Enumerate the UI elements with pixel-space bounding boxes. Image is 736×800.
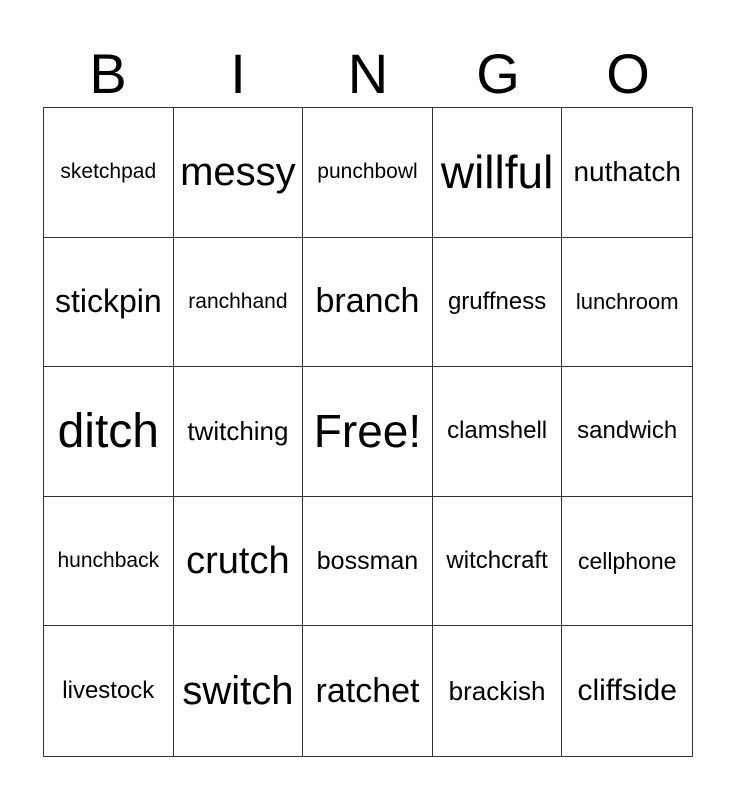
bingo-cell[interactable] xyxy=(44,497,174,627)
cell-word: cellphone xyxy=(577,547,677,574)
bingo-cell[interactable] xyxy=(174,626,304,756)
bingo-cell[interactable] xyxy=(562,626,692,756)
bingo-cell[interactable] xyxy=(433,367,563,497)
bingo-cell[interactable] xyxy=(44,108,174,238)
cell-word: messy xyxy=(180,149,296,194)
cell-word: hunchback xyxy=(57,549,160,573)
cell-word: gruffness xyxy=(447,287,547,315)
cell-word: switch xyxy=(182,668,294,713)
header-letter-i: I xyxy=(230,42,246,105)
cell-word: lunchroom xyxy=(575,288,679,314)
bingo-cell[interactable] xyxy=(44,367,174,497)
bingo-cell[interactable] xyxy=(433,497,563,627)
bingo-cell[interactable] xyxy=(303,626,433,756)
bingo-cell[interactable] xyxy=(303,108,433,238)
free-space-label: Free! xyxy=(313,405,422,458)
bingo-cell[interactable] xyxy=(44,238,174,368)
header-letter-g: G xyxy=(476,42,520,105)
cell-word: stickpin xyxy=(54,283,162,320)
bingo-cell[interactable] xyxy=(303,238,433,368)
cell-word: nuthatch xyxy=(573,156,681,188)
bingo-cell[interactable] xyxy=(433,626,563,756)
cell-word: brackish xyxy=(448,675,546,706)
header-letter-b: B xyxy=(89,42,127,105)
cell-word: witchcraft xyxy=(446,547,548,575)
bingo-cell[interactable] xyxy=(174,497,304,627)
cell-word: twitching xyxy=(187,415,289,446)
cell-word: willful xyxy=(440,146,554,199)
cell-word: punchbowl xyxy=(317,160,418,184)
cell-word: clamshell xyxy=(447,417,548,445)
bingo-cell[interactable] xyxy=(562,108,692,238)
bingo-cell[interactable] xyxy=(433,108,563,238)
cell-word: branch xyxy=(315,282,420,321)
bingo-cell[interactable] xyxy=(303,497,433,627)
bingo-cell[interactable] xyxy=(174,367,304,497)
cell-word: ranchhand xyxy=(188,289,288,313)
cell-word: ratchet xyxy=(315,671,420,710)
cell-word: sandwich xyxy=(577,417,678,445)
bingo-cell[interactable] xyxy=(562,238,692,368)
cell-word: bossman xyxy=(316,546,419,575)
bingo-cell[interactable] xyxy=(433,238,563,368)
cell-word: ditch xyxy=(57,404,159,458)
bingo-header xyxy=(43,42,693,106)
bingo-board xyxy=(43,107,693,757)
bingo-cell[interactable] xyxy=(562,497,692,627)
cell-word: livestock xyxy=(62,677,155,705)
header-letter-n: N xyxy=(347,42,389,105)
bingo-cell[interactable] xyxy=(562,367,692,497)
bingo-cell[interactable] xyxy=(174,108,304,238)
header-letter-o: O xyxy=(606,42,650,105)
cell-word: sketchpad xyxy=(60,160,157,184)
bingo-cell[interactable] xyxy=(44,626,174,756)
free-space-cell[interactable] xyxy=(303,367,433,497)
cell-word: cliffside xyxy=(577,674,677,708)
bingo-cell[interactable] xyxy=(174,238,304,368)
cell-word: crutch xyxy=(186,539,290,582)
